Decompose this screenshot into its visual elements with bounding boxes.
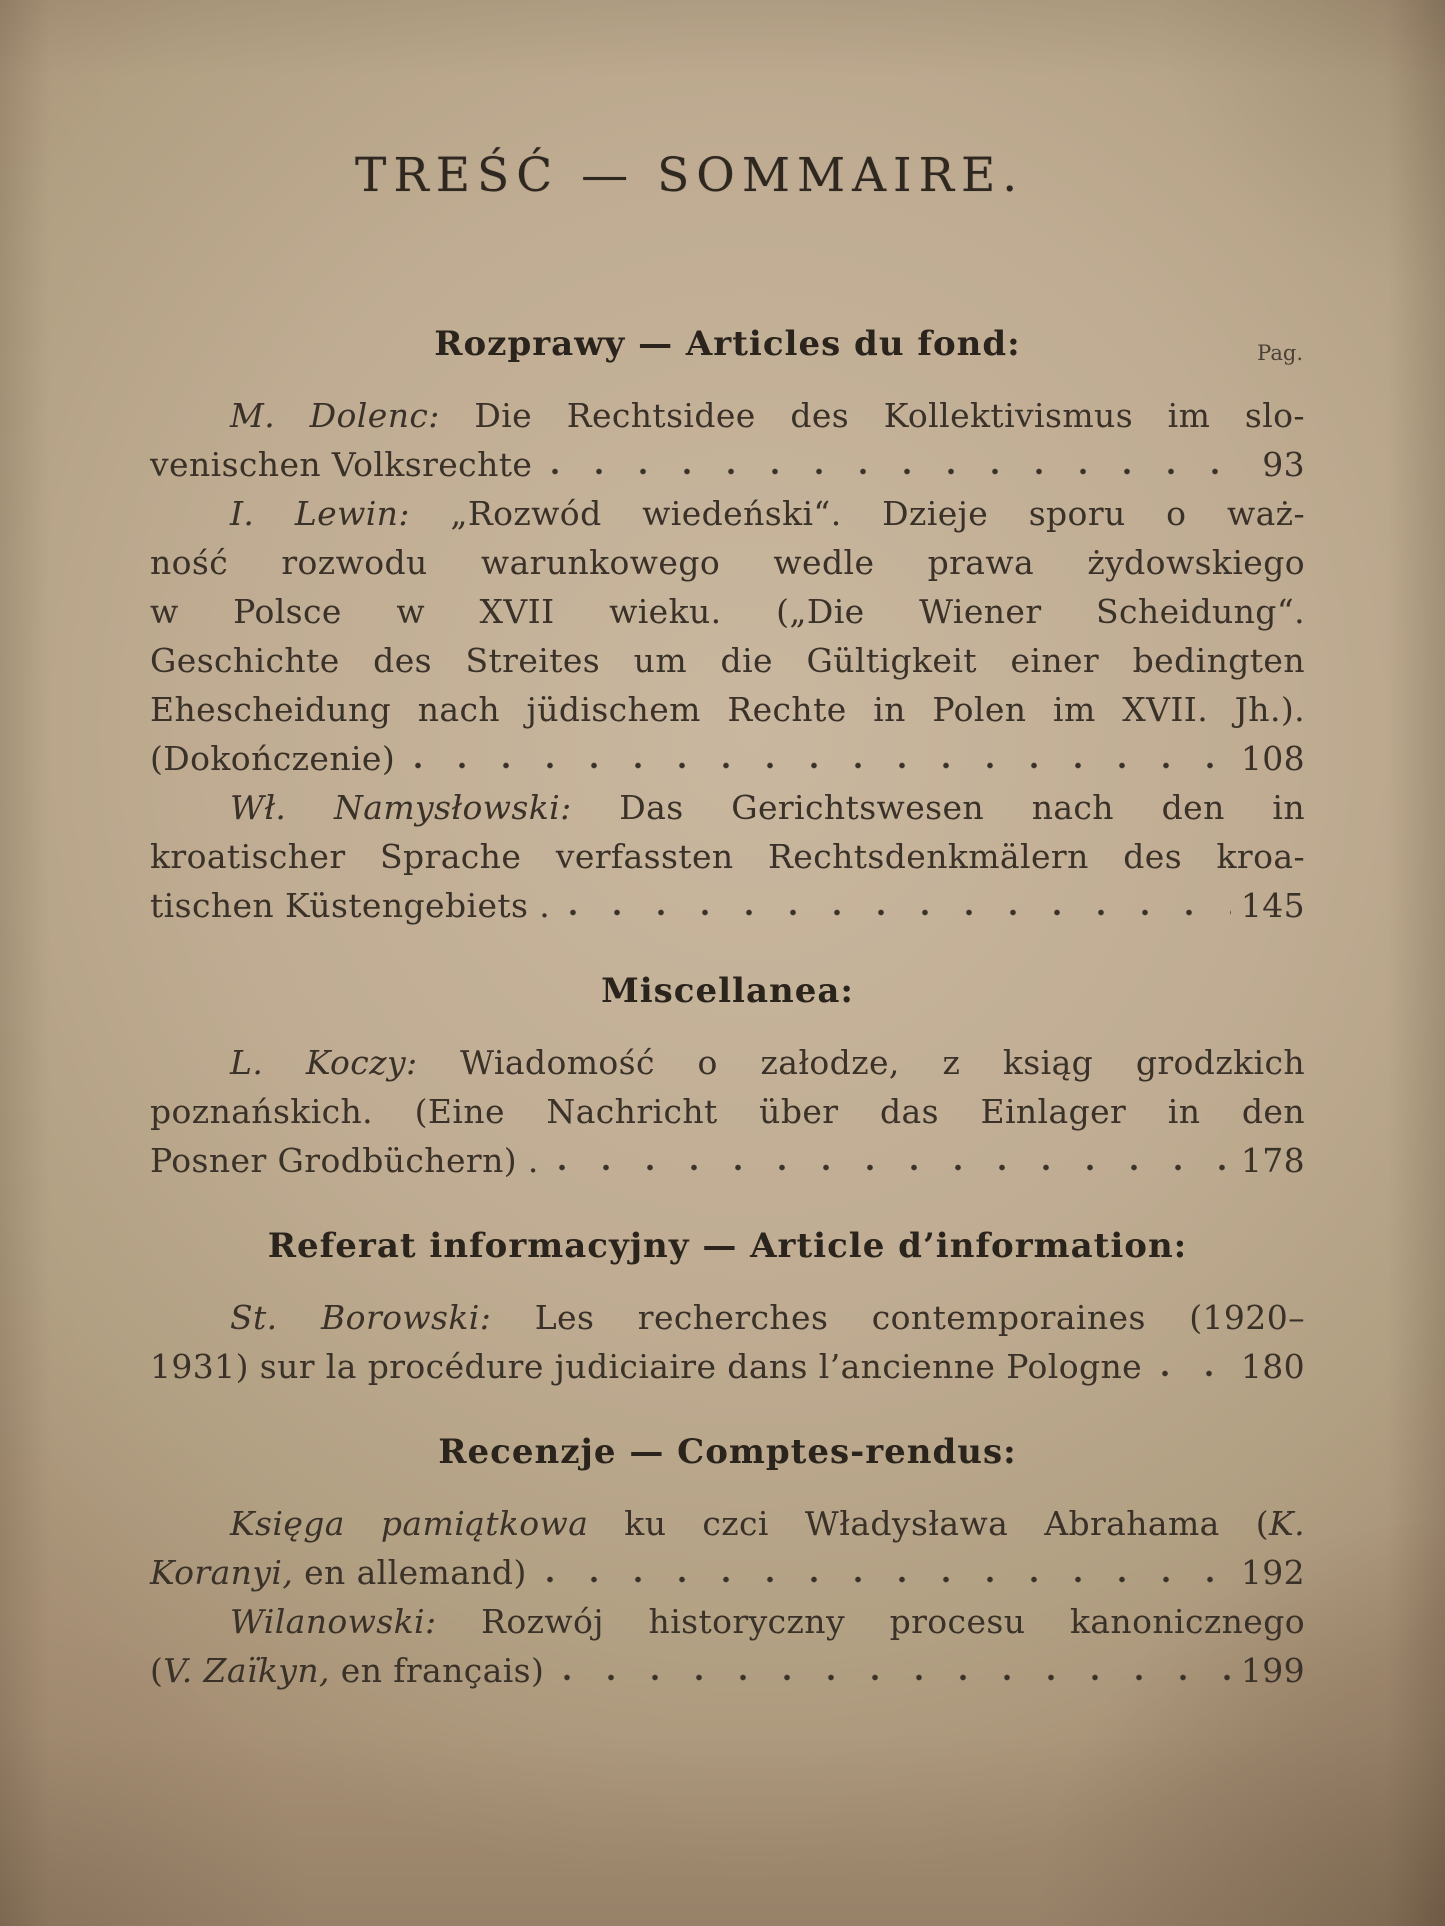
plain-text: Posner Grodbüchern) . [150,1141,539,1180]
plain-text: venischen Volksrechte [150,445,533,484]
toc-section [150,1223,1305,1391]
section-heading: Recenzje — Comptes-rendus: [438,1432,1017,1472]
dot-leader [409,734,1231,783]
italic-text: Koranyi, [150,1553,294,1592]
section-heading-row [150,1429,1305,1475]
dot-leader [541,1548,1231,1597]
toc-line [150,1342,1305,1391]
toc-entry [150,1499,1305,1597]
section-heading-row [150,1223,1305,1269]
toc-line [150,734,1305,783]
section-heading-row [150,321,1305,367]
page-number: 108 [1240,739,1305,778]
italic-text: Wilanowski: [230,1602,437,1641]
plain-text: tischen Küstengebiets . [150,886,551,925]
toc-section [150,1429,1305,1695]
toc-line [150,1038,1305,1087]
italic-text: M. Dolenc: [230,396,440,435]
dot-leader [1156,1342,1231,1391]
plain-text: ność rozwodu warunkowego wedle prawa żydowskiego [150,543,1305,582]
page-number: 180 [1240,1347,1305,1386]
toc-line [150,685,1305,734]
toc-line [150,636,1305,685]
section-heading-row [150,968,1305,1014]
toc-line [150,489,1305,538]
toc-entry [150,783,1305,930]
toc-line [150,1646,1305,1695]
plain-text: poznańskich. (Eine Nachricht über das Einlager in den [150,1092,1305,1131]
entry-text [150,1646,544,1695]
toc-line [150,1136,1305,1185]
entry-text [150,881,550,930]
toc-section [150,968,1305,1185]
toc-line [150,1087,1305,1136]
section-heading: Referat informacyjny — Article d’information: [267,1226,1188,1266]
plain-text: „Rozwód wiedeński“. Dzieje sporu o waż- [409,494,1305,533]
entry-text [150,1136,539,1185]
page-number: 199 [1240,1651,1305,1690]
italic-text: Wł. Namysłowski: [230,788,572,827]
toc-line [150,783,1305,832]
toc-entry [150,1293,1305,1391]
page-number: 145 [1240,886,1305,925]
toc-line [150,1293,1305,1342]
plain-text: Geschichte des Streites um die Gültigkeit einer bedingten [150,641,1305,680]
plain-text: Ehescheidung nach jüdischem Rechte in Polen im XVII. Jh.). [150,690,1305,729]
dot-leader [546,440,1233,489]
plain-text: w Polsce w XVII wieku. („Die Wiener Scheidung“. [150,592,1305,631]
toc-entry [150,489,1305,783]
italic-text: K. [1269,1504,1305,1543]
pag-column-label: Pag. [1257,341,1303,365]
plain-text: Wiadomość o załodze, z ksiąg grodzkich [417,1043,1305,1082]
section-heading: Rozprawy — Articles du fond: [434,324,1021,364]
toc-entry [150,1597,1305,1695]
toc-line [150,881,1305,930]
plain-text: kroatischer Sprache verfassten Rechtsdenkmälern des kroa- [150,837,1305,876]
plain-text: (Dokończenie) [150,739,396,778]
toc-line [150,1499,1305,1548]
plain-text: Rozwój historyczny procesu kanonicznego [436,1602,1305,1641]
italic-text: Księga pamiątkowa [230,1504,589,1543]
italic-text: St. Borowski: [230,1298,492,1337]
toc-section [150,321,1305,930]
page-number: 178 [1240,1141,1305,1180]
toc-entry [150,391,1305,489]
plain-text: 1931) sur la procédure judiciaire dans l’ancienne Pologne [150,1347,1143,1386]
toc-line [150,440,1305,489]
toc-line [150,832,1305,881]
plain-text: en allemand) [293,1553,527,1592]
entry-text [150,734,395,783]
entry-text [150,440,532,489]
plain-text: Les recherches contemporaines (1920– [491,1298,1305,1337]
dot-leader [553,1136,1231,1185]
toc-line [150,538,1305,587]
entry-text [150,1548,527,1597]
plain-text: en français) [329,1651,545,1690]
italic-text: I. Lewin: [230,494,410,533]
dot-leader [558,1646,1231,1695]
section-heading: Miscellanea: [601,971,854,1011]
toc-line [150,391,1305,440]
toc-line [150,1548,1305,1597]
italic-text: V. Zaïkyn, [163,1651,330,1690]
toc-entry [150,1038,1305,1185]
plain-text: ( [150,1651,164,1690]
italic-text: L. Koczy: [230,1043,418,1082]
plain-text: ku czci Władysława Abrahama ( [588,1504,1270,1543]
plain-text: Die Rechtsidee des Kollektivismus im slo- [439,396,1305,435]
entry-text [150,1342,1142,1391]
page-number: 93 [1262,445,1305,484]
toc-line [150,587,1305,636]
dot-leader [564,881,1231,930]
toc-sections [150,321,1305,1695]
toc-line [150,1597,1305,1646]
page-title: TREŚĆ — SOMMAIRE. [355,148,1025,203]
plain-text: Das Gerichtswesen nach den in [571,788,1305,827]
page-number: 192 [1240,1553,1305,1592]
